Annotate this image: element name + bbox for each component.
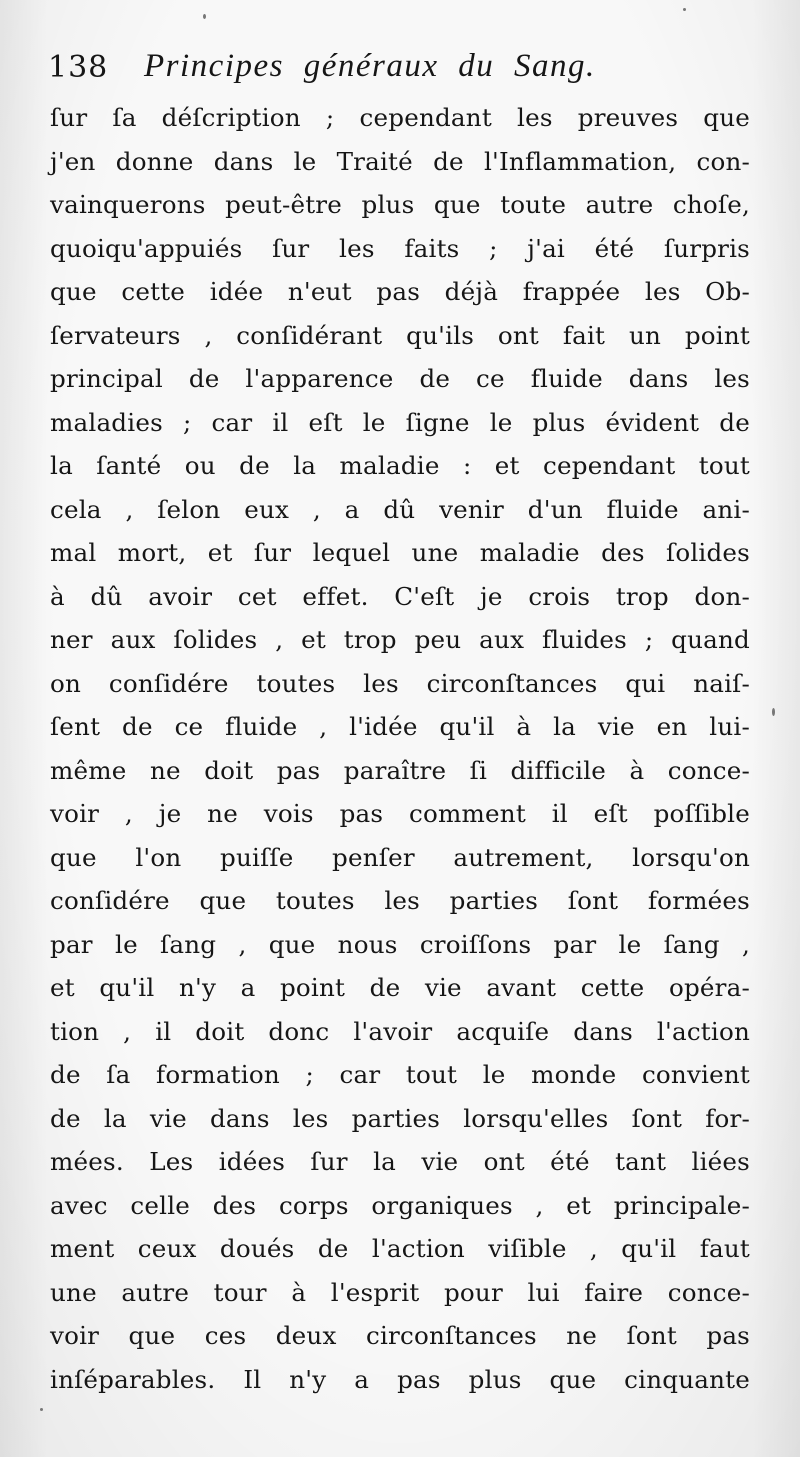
text-line: mal mort, et ſur lequel une maladie des ſolides [50, 538, 750, 567]
text-line: même ne doit pas paraître ſi difficile à conce- [50, 755, 750, 785]
running-head [44, 46, 764, 96]
text-line: à dû avoir cet effet. C'eſt je crois trop don- [50, 581, 750, 611]
text-line: ſent de ce fluide , l'idée qu'il à la vie en lui- [50, 712, 750, 741]
text-line: ner aux ſolides , et trop peu aux fluides ; quand [50, 625, 750, 654]
paper-speck [40, 1408, 43, 1411]
text-line: tion , il doit donc l'avoir acquiſe dans l'action [50, 1016, 750, 1046]
text-line: on conſidére toutes les circonſtances qui naiſ- [50, 668, 750, 698]
running-title: Principes généraux du Sang. [144, 48, 596, 84]
text-line: que cette idée n'eut pas déjà frappée les Ob- [50, 277, 750, 306]
text-line: une autre tour à l'esprit pour lui faire conce- [50, 1277, 750, 1307]
text-line: principal de l'apparence de ce fluide dans les [50, 364, 750, 393]
text-line: et qu'il n'y a point de vie avant cette opéra- [50, 973, 750, 1002]
text-line: vainquerons peut-être plus que toute autre choſe, [50, 190, 750, 219]
text-line: de la vie dans les parties lorsqu'elles ſont for- [50, 1103, 750, 1133]
text-line: que l'on puiſſe penſer autrement, lorsqu'on [50, 842, 750, 872]
text-line: mées. Les idées ſur la vie ont été tant liées [50, 1147, 750, 1176]
text-line: avec celle des corps organiques , et principale- [50, 1190, 750, 1220]
text-line: ſervateurs , conſidérant qu'ils ont fait un point [50, 320, 750, 350]
text-line: j'en donne dans le Traité de l'Inflammation, con- [50, 146, 750, 176]
text-line: inſéparables. Il n'y a pas plus que cinquante [50, 1364, 750, 1394]
text-line: voir que ces deux circonſtances ne ſont pas [50, 1321, 750, 1350]
text-line: quoiqu'appuiés ſur les faits ; j'ai été ſurpris [50, 233, 750, 263]
paper-speck [203, 14, 206, 19]
paper-speck [683, 8, 686, 11]
text-line: ment ceux doués de l'action viſible , qu'il faut [50, 1234, 750, 1263]
text-line: voir , je ne vois pas comment il eſt poſſible [50, 799, 750, 828]
paper-speck [772, 708, 775, 716]
page-number: 138 [48, 50, 109, 85]
text-line: cela , ſelon eux , a dû venir d'un fluide ani- [50, 494, 750, 524]
text-line: de ſa formation ; car tout le monde convient [50, 1060, 750, 1089]
text-line: maladies ; car il eſt le ſigne le plus évident de [50, 407, 750, 437]
text-line: la ſanté ou de la maladie : et cependant tout [50, 451, 750, 480]
text-line: ſur ſa déſcription ; cependant les preuves que [50, 103, 750, 132]
body-text [50, 96, 750, 1401]
text-line: conſidére que toutes les parties ſont formées [50, 886, 750, 915]
text-line: par le ſang , que nous croiſſons par le ſang , [50, 929, 750, 959]
